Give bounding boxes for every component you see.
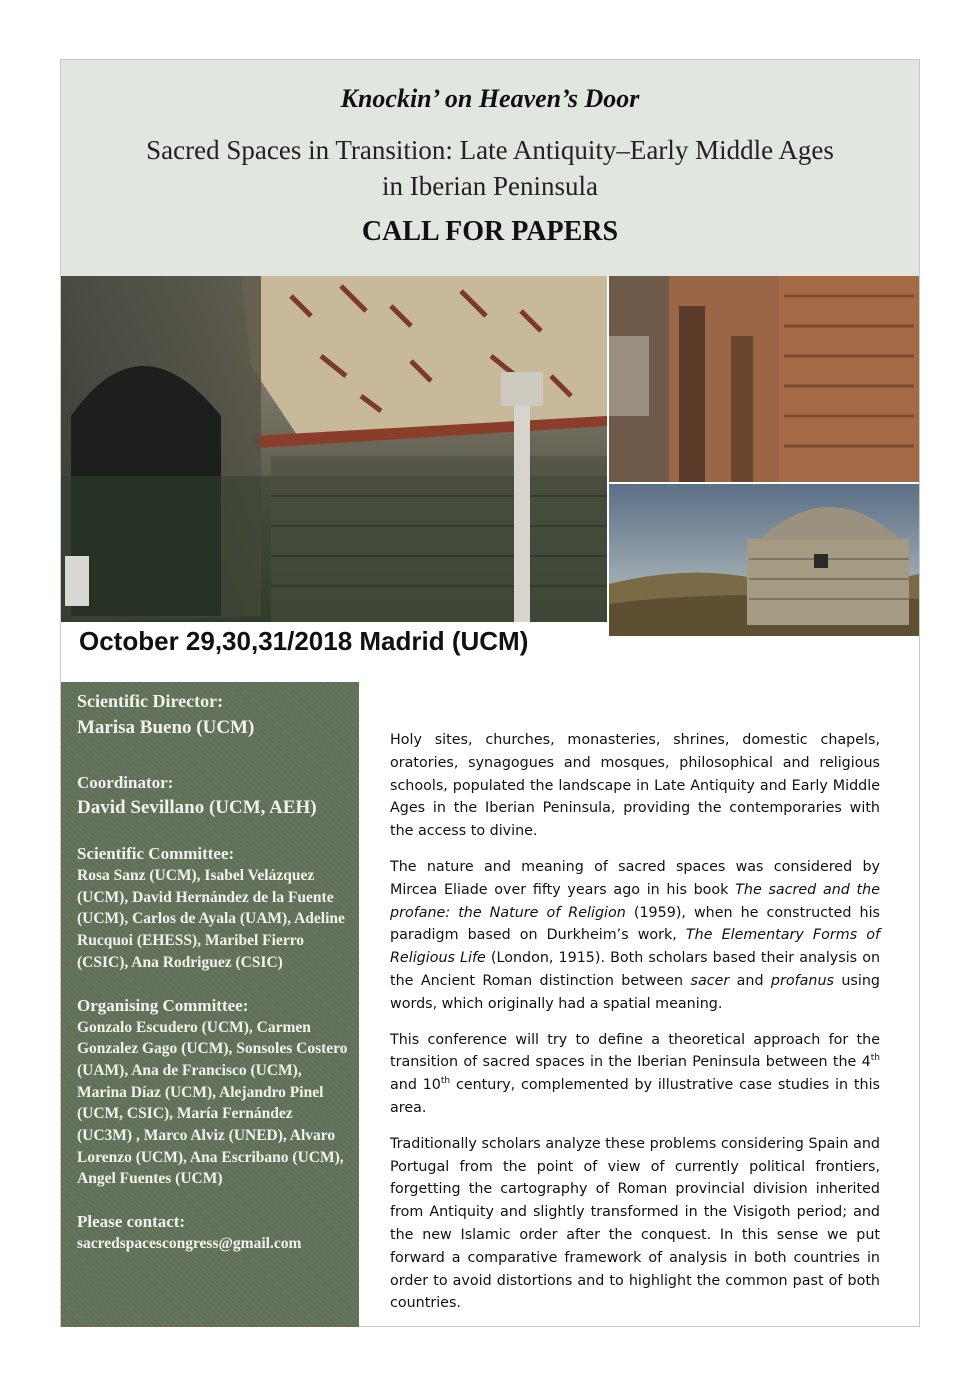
- organising-committee-block: [77, 995, 351, 1191]
- scientific-committee-label: Scientific Committee:: [77, 844, 235, 863]
- director-block: [77, 688, 351, 742]
- event-date-location: October 29,30,31/2018 Madrid (UCM): [79, 626, 529, 656]
- scientific-committee-members: Rosa Sanz (UCM), Isabel Velázquez (UCM), David Hernández de la Fuente (UCM), Carlos de Ayala (UAM), Adeline Rucquoi (EHESS), Maribel Fierro (CSIC), Ana Rodriguez (CSIC): [77, 867, 345, 971]
- contact-label: Please contact:: [77, 1212, 186, 1232]
- coordinator-name: David Sevillano (UCM, AEH): [77, 797, 317, 818]
- event-title: Knockin’ on Heaven’s Door: [340, 84, 640, 113]
- director-label: Scientific Director:: [77, 691, 224, 711]
- organising-committee-label: Organising Committee:: [77, 995, 249, 1015]
- contact-email[interactable]: sacredspacescongress@gmail.com: [77, 1235, 302, 1253]
- paragraph-3: This conference will try to define a theoretical approach for the transition of sacred spaces in the Iberian Peninsula between the 4th and 10th century, complemented by illustrative case studies in this area.: [390, 1031, 880, 1116]
- photo-brick-facade: [609, 276, 919, 482]
- subtitle-line-2: in Iberian Peninsula: [382, 171, 598, 201]
- description-text: [390, 729, 880, 1328]
- paragraph-4: Traditionally scholars analyze these problems considering Spain and Portugal from the point of view of currently political frontiers, forgetting the cartography of Roman provincial division inherited from Antiquity and slightly transformed in the Visigoth period; and the new Islamic order after the conquest. In this sense we put forward a comparative framework of analysis in both countries in order to avoid distortions and to highlight the common past of both countries.: [390, 1135, 880, 1312]
- contact-block: [77, 1211, 351, 1255]
- photo-painted-vault: [61, 276, 607, 622]
- director-name: Marisa Bueno (UCM): [77, 717, 255, 738]
- coordinator-label: Coordinator:: [77, 773, 174, 792]
- scientific-committee-block: [77, 843, 351, 974]
- call-for-papers-heading: CALL FOR PAPERS: [361, 216, 619, 247]
- committee-sidebar: [61, 682, 359, 1327]
- coordinator-block: [77, 772, 351, 822]
- flyer-page: [60, 59, 920, 1327]
- header-banner: [61, 60, 919, 276]
- subtitle-line-1: Sacred Spaces in Transition: Late Antiquity–Early Middle Ages: [146, 135, 834, 165]
- paragraph-2: The nature and meaning of sacred spaces was considered by Mircea Eliade over fifty years ago in his book The sacred and the profane: the Nature of Religion (1959), when he constructed his paradigm based on Durkheim’s work, The Elementary Forms of Religious Life (London, 1915). Both scholars based their analysis on the Ancient Roman distinction between sacer and profanus using words, which originally had a spatial meaning.: [390, 858, 881, 1012]
- paragraph-1: Holy sites, churches, monasteries, shrines, domestic chapels, oratories, synagogues and mosques, philosophical and religious schools, populated the landscape in Late Antiquity and Early Middle Ages in the Iberian Peninsula, providing the contemporaries with the access to divine.: [390, 732, 880, 840]
- photo-stone-hermitage: [609, 484, 919, 636]
- organising-committee-members: Gonzalo Escudero (UCM), Carmen Gonzalez Gago (UCM), Sonsoles Costero (UAM), Ana de Francisco (UCM), Marina Díaz (UCM), Alejandro Pinel (UCM, CSIC), María Fernández (UC3M) , Marco Alviz (UNED), Alvaro Lorenzo (UCM), Ana Escribano (UCM), Angel Fuentes (UCM): [77, 1018, 348, 1188]
- event-subtitle: [61, 132, 919, 204]
